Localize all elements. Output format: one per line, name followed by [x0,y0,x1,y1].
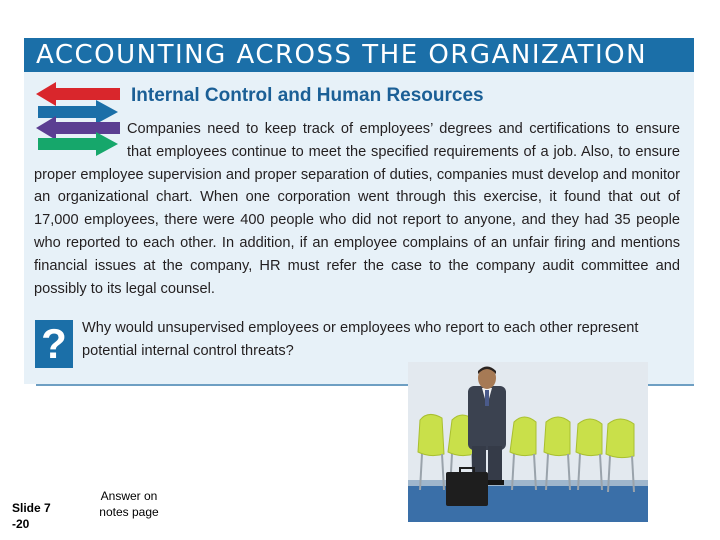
businessman-on-chairs-image [408,362,648,522]
answer-note-line1: Answer on [100,489,158,503]
section-banner [24,38,694,72]
answer-note [96,488,162,520]
slide-number-line1: Slide 7 [12,501,51,515]
question-text: Why would unsupervised employees or employees who report to each other represent potential internal control threats? [82,320,639,359]
section-body [34,118,680,300]
slide-number [12,500,72,532]
question-mark-icon [35,320,73,368]
red-arrow-icon [36,82,120,106]
slide-number-line2: -20 [12,517,30,531]
arrow-spacer [34,118,127,160]
banner-title: ACCOUNTING ACROSS THE ORGANIZATION [36,40,648,70]
waiting-room-photo [408,362,648,522]
section-body-text: Companies need to keep track of employees’ degrees and certifications to ensure that employees continue to meet the specified requirements of a job. Also, to ensure proper employee supervision and proper separation of duties, companies must develop and monitor an organizational chart. When one corporation went through this exercise, it found that out of 17,000 employees, there were 400 people who did not report to anyone, and they had 35 people who reported to each other. In addition, if an employee complains of an unfair firing and mentions financial issues at the company, HR must refer the case to the company audit committee and possibly to its legal counsel. [34,121,680,297]
answer-note-line2: notes page [99,505,159,519]
question-glyph: ? [41,320,67,367]
section-title: Internal Control and Human Resources [131,85,484,106]
